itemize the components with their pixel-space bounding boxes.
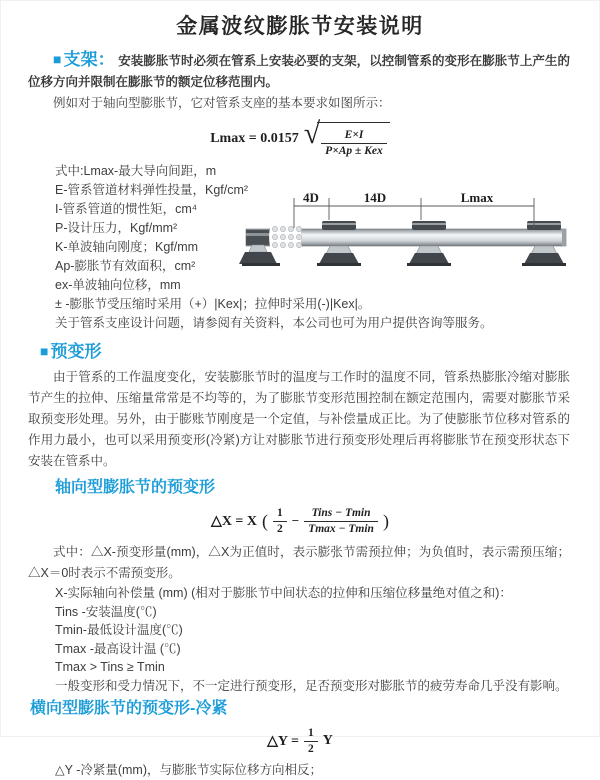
half-numerator: 1	[273, 507, 287, 522]
support-intro-paragraph	[0, 49, 600, 93]
definition-item: I-管系管道的惯性矩，cm⁴	[55, 202, 198, 217]
bellows-icon	[270, 225, 302, 250]
definition-item: P-设计压力，Kgf/mm²	[55, 221, 178, 236]
subsection-lateral-heading: 横向型膨胀节的预变形-冷紧	[30, 700, 228, 718]
plus-minus-note: ± -膨胀节受压缩时采用（+）|Kex|；拉伸时采用(-)|Kex|。	[55, 297, 371, 312]
definition-item: 式中:Lmax-最大导向间距，m	[55, 164, 217, 179]
dim-label-4d: 4D	[303, 190, 319, 206]
predeform-paragraph: 由于管系的工作温度变化，安装膨胀节时的温度与工作时的温度不同，管系热膨胀冷缩对膨胀节产生的拉伸、压缩量常常是不均等的，为了膨胀节变形范围控制在额定范围内，需要对膨胀节采取预变形处理。另外，由于膨账节刚度是一个定值，与补偿量成正比。为了使膨胀节位移对管系的作用力最小，也可以采用预变形(冷紧)方让对膨胀节进行预变形处理后再将膨胀节在预变形状态下安装在管系中。	[28, 370, 570, 469]
axial-kicker-paragraph: 式中：△X-预变形量(mm)，△X为正值时，表示膨张节需预拉伸；为负值时，表示需预压缩；△X＝0时表示不需预变形。	[28, 545, 570, 581]
formula-lmax-numerator: E×I	[321, 129, 387, 144]
lateral-note-line: △Y -冷紧量(mm)，与膨胀节实际位移方向相反；	[55, 763, 323, 778]
consult-note: 关于管系支座设计问题，请参阅有关资料，本公司也可为用户提供咨询等服务。	[55, 316, 493, 331]
formula-lmax-sqrt	[304, 119, 390, 158]
right-paren: )	[382, 511, 389, 532]
formula-delta-y-lhs: △Y =	[267, 733, 299, 749]
section-bullet-icon: ■	[53, 51, 62, 67]
definition-item: E-管系管道材料弹性投量，Kgf/cm²	[55, 183, 249, 198]
formula-delta-x	[0, 504, 600, 538]
formula-half-fraction	[273, 507, 287, 536]
formula-lmax	[0, 119, 600, 158]
definitions-and-diagram-block	[0, 162, 600, 295]
section-bullet-icon: ■	[40, 343, 49, 360]
axial-note-line: Tmax > Tins ≥ Tmin	[55, 660, 165, 675]
dim-label-lmax: Lmax	[460, 190, 494, 206]
radical-sign: √	[303, 117, 321, 150]
formula-lmax-denominator: P×Ap ± Kex	[325, 145, 383, 158]
formula-delta-y	[0, 726, 600, 756]
half-denominator: 2	[277, 522, 283, 535]
temp-denominator: Tmax − Tmin	[308, 522, 374, 535]
definition-item: Ap-膨胀节有效面积，cm²	[55, 259, 196, 274]
axial-note-line: X-实际轴向补偿量 (mm) (相对于膨胀节中间状态的拉伸和压缩位移量绝对值之和)：	[55, 586, 512, 601]
pipe-support-diagram	[244, 190, 596, 286]
support-example-line: 例如对于轴向型膨胀节，它对管系支座的基本要求如图所示：	[53, 96, 391, 110]
delta-y-denominator: 2	[307, 742, 314, 755]
section-predeform-heading	[0, 341, 600, 363]
temp-numerator: Tins − Tmin	[304, 507, 378, 522]
axial-note-line: 一般变形和受力情况下，不一定进行预变形，足否预变形对膨胀节的疲劳寿命几乎没有影响。	[55, 678, 568, 693]
support-intro-text: 安装膨胀节时必须在管系上安装必要的支架，以控制管系的变形在膨胀节上产生的位移方向并限制在膨胀节的额定位移范围内。	[28, 54, 570, 89]
minus-operator: −	[291, 513, 300, 529]
axial-note-line: Tmax -最高设计温 (℃)	[55, 641, 181, 656]
delta-y-numerator: 1	[304, 727, 318, 742]
formula-temp-fraction	[304, 507, 378, 536]
formula-delta-y-fraction	[304, 727, 318, 756]
axial-note-line: Tins -安装温度(℃)	[55, 604, 157, 619]
definition-item: ex-单波轴向位移，mm	[55, 278, 181, 293]
axial-notes-block	[0, 584, 600, 695]
section-support-heading	[53, 50, 115, 69]
formula-lmax-lhs: Lmax = 0.0157	[210, 130, 299, 146]
formula-lmax-radicand	[317, 122, 390, 158]
section-predeform-heading-label: 预变形	[50, 342, 102, 362]
subsection-axial-heading: 轴向型膨胀节的预变形	[55, 479, 216, 497]
formula-delta-x-lhs: △X = X	[211, 513, 258, 529]
formula-lmax-fraction	[321, 129, 387, 158]
section-support-heading-label: 支架：	[63, 50, 115, 69]
definition-item: K-单波轴向刚度；Kgf/mm	[55, 240, 199, 255]
dim-label-14d: 14D	[363, 190, 387, 206]
formula-delta-y-rhs: Y	[322, 733, 333, 749]
axial-note-line: Tmin-最低设计温度(℃)	[55, 623, 183, 638]
page-title: 金属波纹膨胀节安装说明	[176, 15, 424, 38]
left-paren: (	[262, 511, 269, 532]
